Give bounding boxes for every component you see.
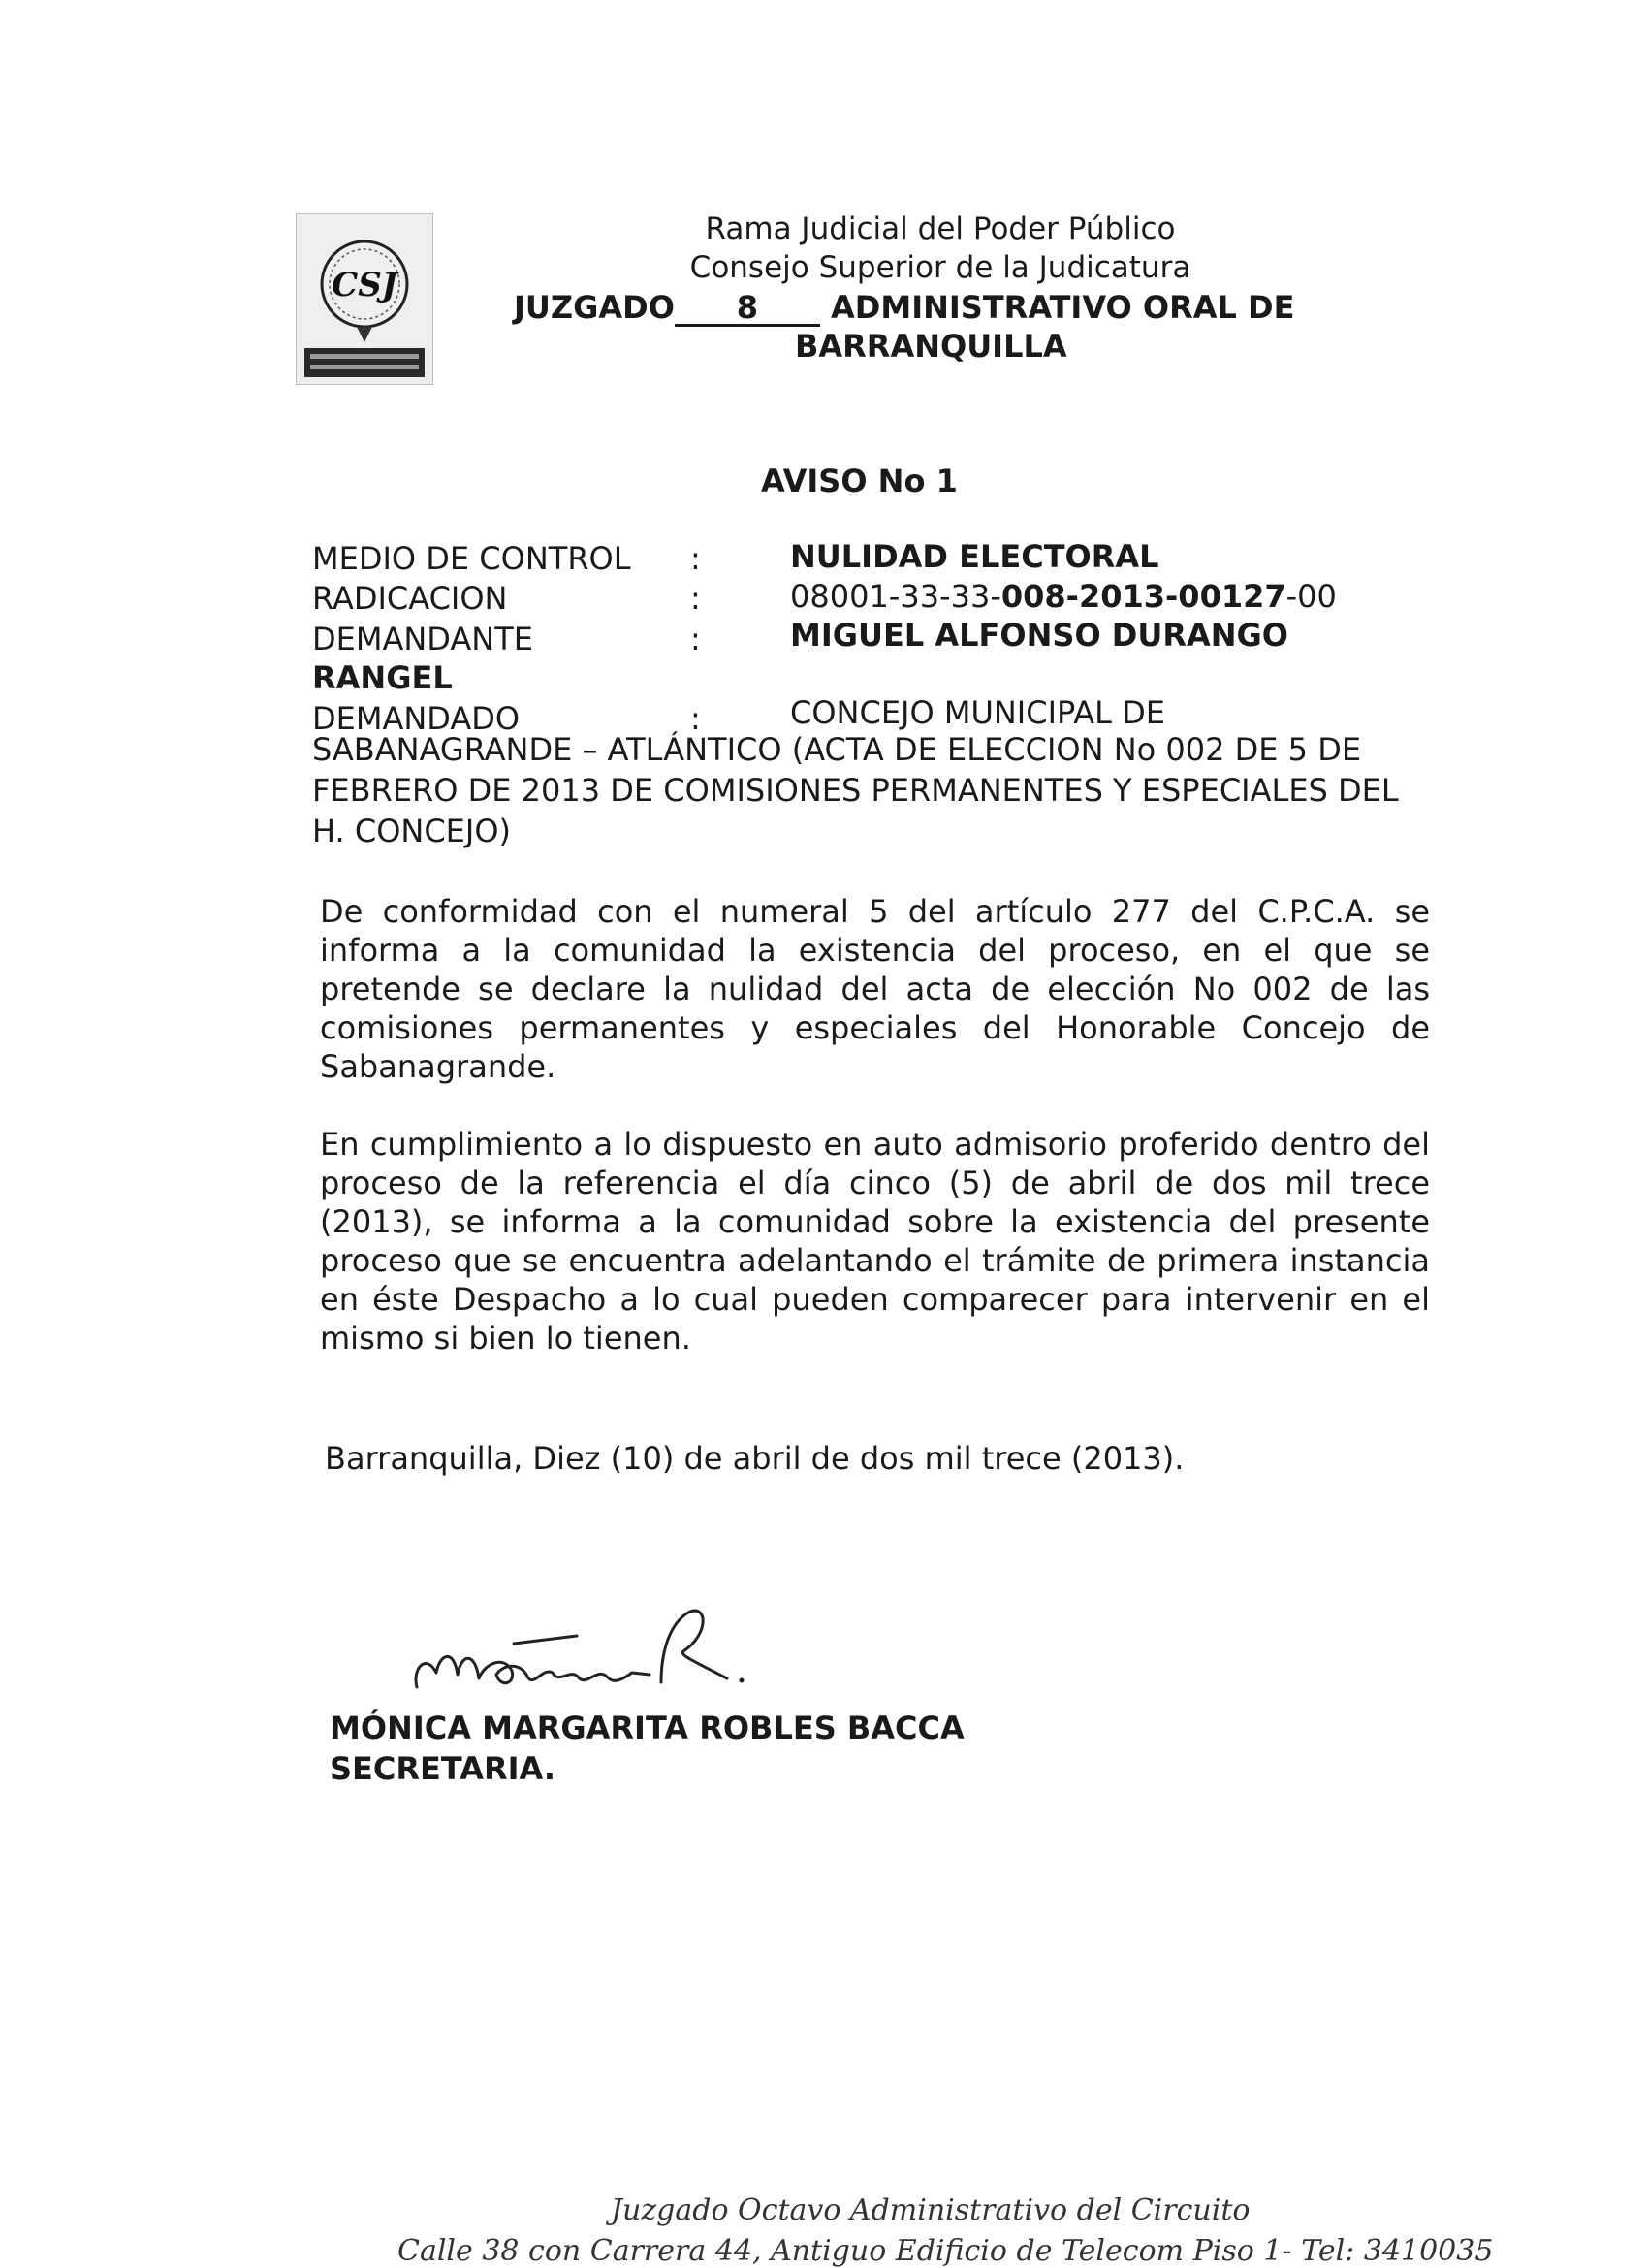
court-prefix: JUZGADO — [514, 289, 675, 326]
paragraph-1: De conformidad con el numeral 5 del artículo 277 del C.P.C.A. se informa a la comunidad la existencia del proceso, en el que se pretende se declare la nulidad del acta de elección No 002 de las comisiones permanentes y especiales del Honorable Concejo de Sabanagrande. — [320, 893, 1430, 1085]
medio-separator: : — [690, 540, 701, 577]
footer-line-1: Juzgado Octavo Administrativo del Circuito — [611, 2193, 1251, 2227]
header-line-1: Rama Judicial del Poder Público — [705, 211, 1176, 246]
court-suffix: ADMINISTRATIVO ORAL DE — [831, 289, 1295, 326]
logo-text: CSJ — [332, 266, 397, 304]
header-line-2: Consejo Superior de la Judicatura — [689, 250, 1191, 285]
radicacion-value — [790, 578, 1337, 615]
court-city: BARRANQUILLA — [795, 328, 1067, 365]
demandante-separator: : — [690, 621, 701, 657]
court-line — [514, 289, 1386, 327]
demandante-value: MIGUEL ALFONSO DURANGO — [790, 617, 1288, 654]
paragraph-2: En cumplimiento a lo dispuesto en auto admisorio proferido dentro del proceso de la referencia el día cinco (5) de abril de dos mil trece (2013), se informa a la comunidad sobre la existencia del presente proceso que se encuentra adelantando el trámite de primera instancia en éste Despacho a lo cual pueden comparecer para intervenir en el mismo si bien lo tienen. — [320, 1126, 1430, 1357]
radicacion-prefix: 08001-33-33- — [790, 578, 1001, 615]
handwritten-signature — [407, 1595, 834, 1711]
csj-logo — [296, 213, 433, 385]
demandante-label: DEMANDANTE — [312, 621, 533, 657]
demandado-value-cont: SABANAGRANDE – ATLÁNTICO (ACTA DE ELECCION No 002 DE 5 DE FEBRERO DE 2013 DE COMISIONES PERMANENTES Y ESPECIALES DEL H. CONCEJO) — [312, 731, 1399, 849]
footer-line-2: Calle 38 con Carrera 44, Antiguo Edificio de Telecom Piso 1- Tel: 3410035 — [397, 2234, 1494, 2268]
demandado-label: DEMANDADO — [312, 700, 521, 737]
signer-title: SECRETARIA. — [330, 1750, 556, 1787]
medio-value: NULIDAD ELECTORAL — [790, 538, 1159, 575]
radicacion-label: RADICACION — [312, 580, 508, 617]
notice-title: AVISO No 1 — [761, 463, 958, 499]
radicacion-suffix: -00 — [1285, 578, 1337, 615]
radicacion-separator: : — [690, 580, 701, 617]
demandado-separator: : — [690, 700, 701, 737]
demandante-value-cont: RANGEL — [312, 659, 453, 696]
demandado-value: CONCEJO MUNICIPAL DE — [790, 694, 1166, 731]
place-date: Barranquilla, Diez (10) de abril de dos mil trece (2013). — [325, 1440, 1185, 1477]
court-number: 8 — [675, 291, 820, 327]
medio-label: MEDIO DE CONTROL — [312, 540, 631, 577]
signer-name: MÓNICA MARGARITA ROBLES BACCA — [330, 1709, 965, 1746]
radicacion-bold: 008-2013-00127 — [1000, 578, 1286, 615]
